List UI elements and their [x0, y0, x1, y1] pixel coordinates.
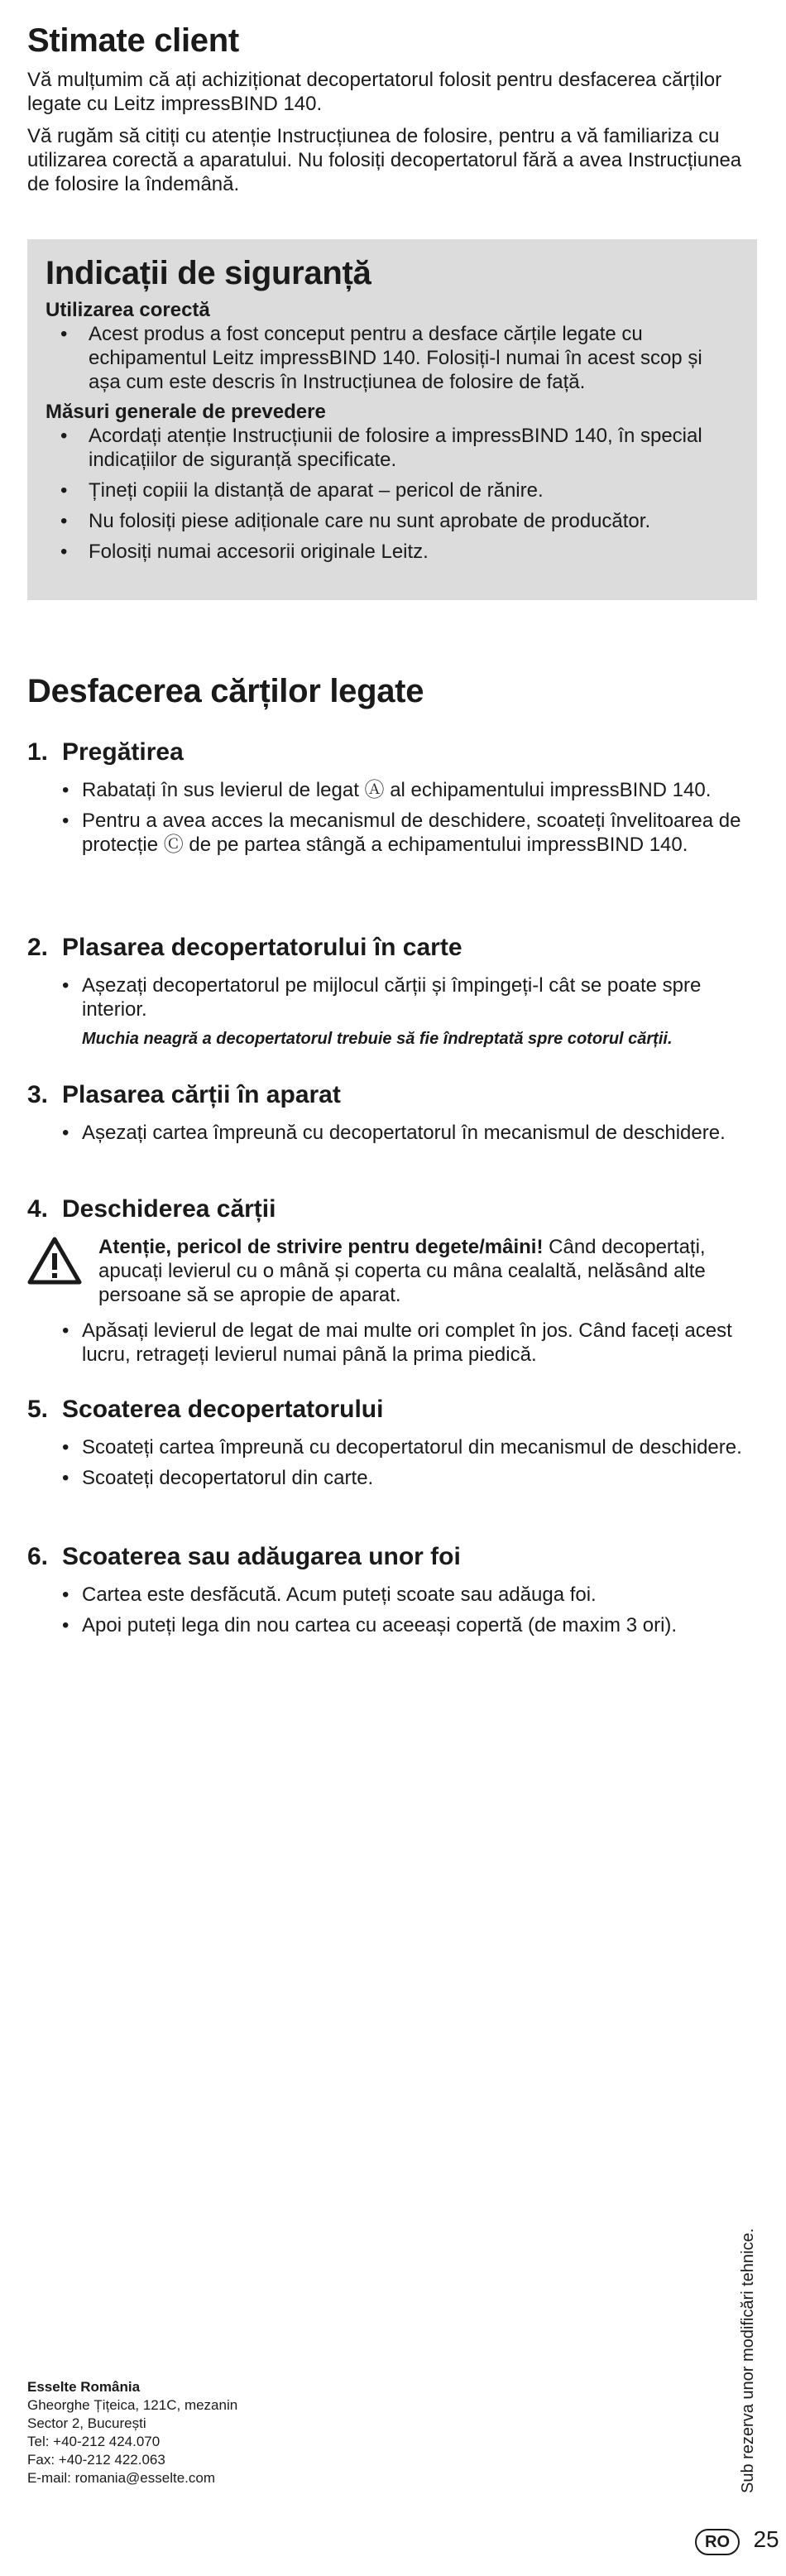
section-title-text: Scoaterea sau adăugarea unor foi [62, 1543, 461, 1570]
section-title-text: Pregătirea [62, 738, 184, 766]
section-list [27, 1435, 755, 1490]
main-title: Desfacerea cărților legate [27, 673, 424, 709]
section-number: 3. [27, 1081, 49, 1108]
list-item: • Apoi puteți lega din nou cartea cu aceeași copertă (de maxim 3 ori). [27, 1613, 755, 1637]
section-preparation [27, 738, 755, 863]
section-opening [27, 1195, 755, 1373]
warning-bold-text: Atenție, pericol de strivire pentru degete/mâini! [98, 1236, 544, 1258]
list-item: • Pentru a avea acces la mecanismul de deschidere, scoateți învelitoarea de protecție Ⓒ de pe partea stângă a echipamentului impressBIND 140. [27, 809, 755, 857]
section-note: Muchia neagră a decopertatorul trebuie să fie îndreptată spre cotorul cărții. [82, 1030, 673, 1048]
warning-text: Când decopertați, apucați levierul cu o mână și coperta cu mâna cealaltă, nelăsând alte persoane să se apropie de aparat. [98, 1236, 706, 1306]
intro-paragraph-2: Vă rugăm să citiți cu atenție Instrucțiunea de folosire, pentru a vă familiariza cu utilizarea corectă a aparatului. Nu folosiți decopertatorul fără a avea Instrucțiunea de folosire la îndemână. [27, 125, 742, 195]
footer-fax: Fax: +40-212 422.063 [27, 2452, 165, 2468]
section-placing-book [27, 1081, 755, 1151]
intro-paragraph-1: Vă mulțumim că ați achiziționat decopertatorul folosit pentru desfacerea cărților legate cu Leitz impressBIND 140. [27, 69, 722, 115]
section-title [27, 1396, 755, 1424]
section-number: 1. [27, 738, 49, 766]
warning-triangle-icon [27, 1237, 82, 1285]
footer-address [27, 2378, 458, 2487]
footer-district: Sector 2, București [27, 2415, 146, 2431]
list-item: • Țineți copiii la distanță de aparat – pericol de rănire. [46, 478, 739, 502]
list-item: • Nu folosiți piese adiționale care nu sunt aprobate de producător. [46, 509, 739, 533]
safety-title: Indicații de siguranță [46, 255, 371, 291]
section-title-text: Deschiderea cărții [62, 1195, 276, 1223]
list-item: • Apăsați levierul de legat de mai multe ori complet în jos. Când faceți acest lucru, retrageți levierul numai până la prima piedică. [27, 1319, 755, 1367]
technical-changes-note: Sub rezerva unor modificări tehnice. [739, 2228, 757, 2493]
section-list [27, 973, 755, 1021]
section-list [27, 1583, 755, 1637]
section-title-text: Plasarea decopertatorului în carte [62, 934, 462, 961]
page-number: 25 [753, 2526, 779, 2552]
section-number: 2. [27, 934, 49, 961]
list-item: • Scoateți cartea împreună cu decopertatorul din mecanismul de deschidere. [27, 1435, 755, 1459]
footer-company: Esselte România [27, 2379, 141, 2395]
safety-box [27, 239, 757, 600]
page-footer [695, 2526, 779, 2555]
section-list [27, 1121, 755, 1145]
list-item: • Rabatați în sus levierul de legat Ⓐ al echipamentului impressBIND 140. [27, 778, 755, 802]
section-title-text: Scoaterea decopertatorului [62, 1396, 384, 1423]
precautions-heading: Măsuri generale de prevedere [46, 401, 326, 423]
list-item: • Cartea este desfăcută. Acum puteți scoate sau adăuga foi. [27, 1583, 755, 1607]
precautions-list [46, 424, 739, 564]
footer-street: Gheorghe Țițeica, 121C, mezanin [27, 2397, 238, 2413]
intro-section [27, 22, 755, 204]
section-title-text: Plasarea cărții în aparat [62, 1081, 341, 1108]
section-placing-tool [27, 934, 755, 1056]
list-item: • Folosiți numai accesorii originale Leitz. [46, 540, 739, 564]
section-removing-tool [27, 1396, 755, 1497]
list-item: • Așezați decopertatorul pe mijlocul cărții și împingeți-l cât se poate spre interior. [27, 973, 755, 1021]
intro-title: Stimate client [27, 22, 239, 59]
section-number: 6. [27, 1543, 49, 1570]
section-title [27, 1081, 755, 1109]
language-badge: RO [695, 2529, 740, 2555]
section-title [27, 738, 755, 767]
crush-warning [27, 1235, 755, 1307]
section-title [27, 934, 755, 962]
section-list [27, 1319, 755, 1367]
list-item: • Așezați cartea împreună cu decopertatorul în mecanismul de deschidere. [27, 1121, 755, 1145]
correct-use-heading: Utilizarea corectă [46, 299, 210, 321]
footer-email: E-mail: romania@esselte.com [27, 2470, 215, 2486]
section-list [27, 778, 755, 857]
section-number: 5. [27, 1396, 49, 1423]
section-title [27, 1543, 755, 1571]
list-item: • Scoateți decopertatorul din carte. [27, 1466, 755, 1490]
section-pages [27, 1543, 755, 1644]
list-item: • Acest produs a fost conceput pentru a desface cărțile legate cu echipamentul Leitz impressBIND 140. Folosiți-l numai în acest scop și așa cum este descris în Instrucțiunea de folosire de față. [46, 322, 739, 394]
list-item: • Acordați atenție Instrucțiunii de folosire a impressBIND 140, în special indicațiilor de siguranță specificate. [46, 424, 739, 472]
footer-phone: Tel: +40-212 424.070 [27, 2434, 161, 2449]
correct-use-list [46, 322, 739, 394]
section-number: 4. [27, 1195, 49, 1223]
section-title [27, 1195, 755, 1223]
